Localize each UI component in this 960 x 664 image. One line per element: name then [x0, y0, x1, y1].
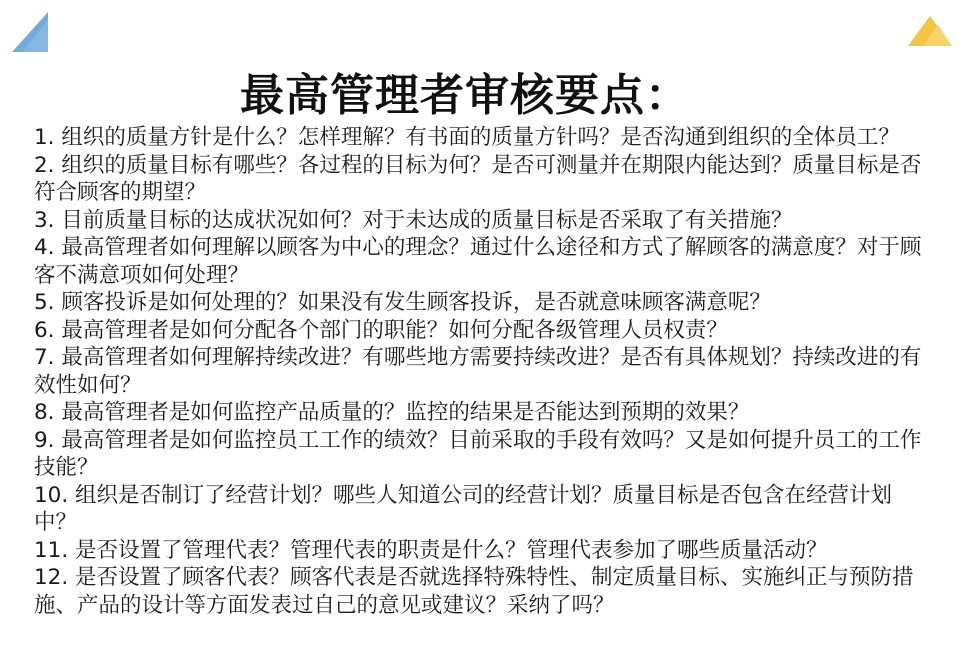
- decorative-triangle-right: [908, 16, 952, 46]
- list-item: 7. 最高管理者如何理解持续改进？有哪些地方需要持续改进？是否有具体规划？持续改进的有效性如何？: [34, 345, 922, 398]
- decorative-triangle-left: [12, 12, 48, 52]
- list-item: 11. 是否设置了管理代表？管理代表的职责是什么？管理代表参加了哪些质量活动？: [34, 537, 828, 563]
- list-item: 10. 组织是否制订了经营计划？哪些人知道公司的经营计划？质量目标是否包含在经营计划中？: [34, 482, 893, 535]
- list-item: 5. 顾客投诉是如何处理的？如果没有发生顾客投诉，是否就意味顾客满意呢？: [34, 290, 771, 315]
- page-title: 最高管理者审核要点：: [240, 70, 690, 122]
- list-item: 6. 最高管理者是如何分配各个部门的职能？如何分配各级管理人员权责？: [34, 317, 728, 343]
- list-item: 8. 最高管理者是如何监控产品质量的？监控的结果是否能达到预期的效果？: [34, 400, 750, 425]
- list-item: 9. 最高管理者是如何监控员工工作的绩效？目前采取的手段有效吗？又是如何提升员工的工作技能？: [34, 427, 922, 480]
- list-item: 1. 组织的质量方针是什么？怎样理解？有书面的质量方针吗？是否沟通到组织的全体员工？: [34, 125, 900, 150]
- list-item: 3. 目前质量目标的达成状况如何？对于未达成的质量目标是否采取了有关措施？: [34, 207, 793, 233]
- list-item: 12. 是否设置了顾客代表？顾客代表是否就选择特殊特性、制定质量目标、实施纠正与预防措施、产品的设计等方面发表过自己的意见或建议？采纳了吗？: [34, 565, 914, 618]
- review-points-list: [34, 124, 934, 619]
- list-item: 4. 最高管理者如何理解以顾客为中心的理念？通过什么途径和方式了解顾客的满意度？对于顾客不满意项如何处理？: [34, 235, 922, 288]
- list-item: 2. 组织的质量目标有哪些？各过程的目标为何？是否可测量并在期限内能达到？质量目标是否符合顾客的期望？: [34, 152, 922, 205]
